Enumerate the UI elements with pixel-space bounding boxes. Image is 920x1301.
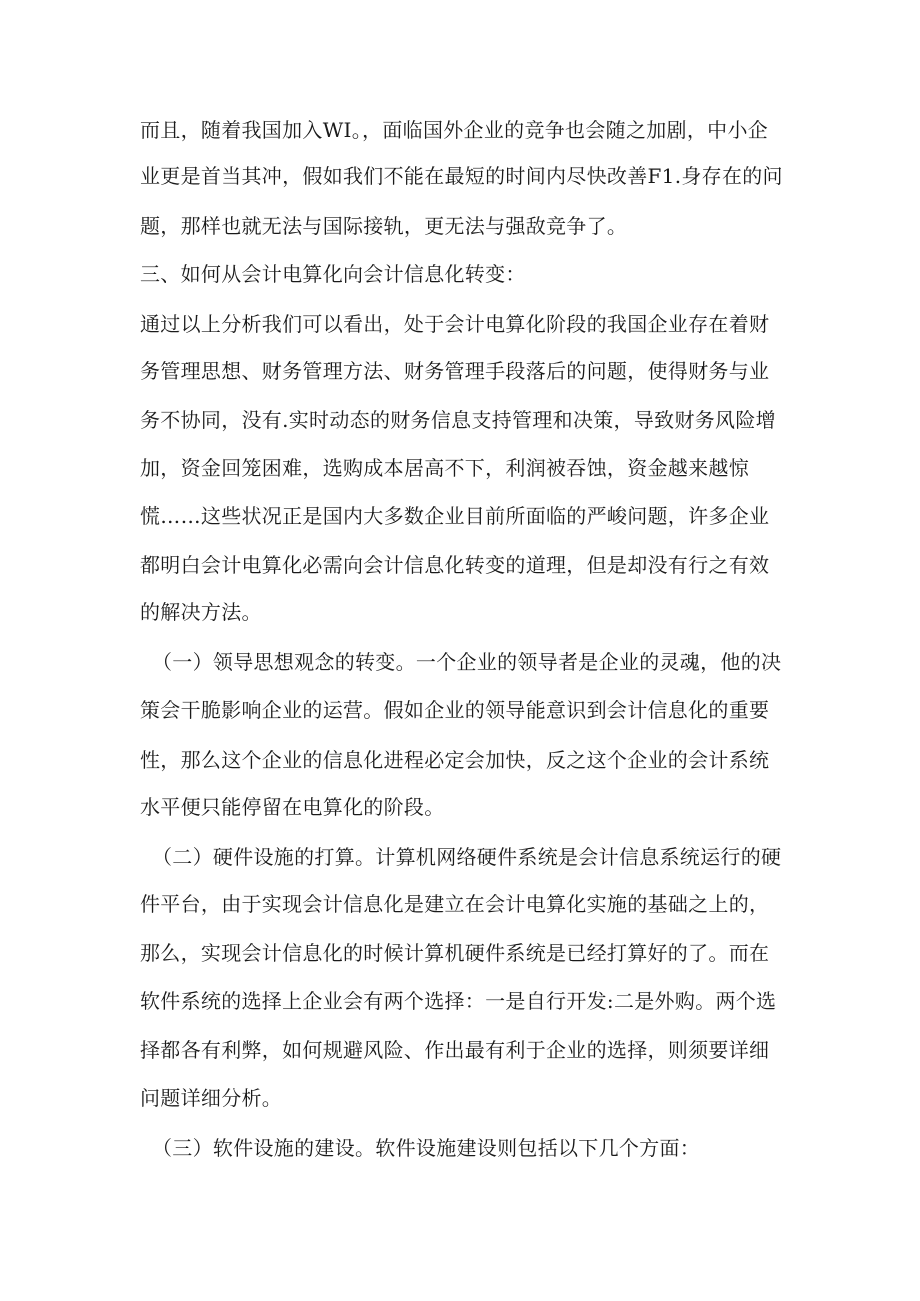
text-line-7: 务不协同，没有.实时动态的财务信息支持管理和决策，导致财务风险增 bbox=[140, 408, 776, 432]
text-line-19: 软件系统的选择上企业会有两个选择：一是自行开发:二是外购。两个选 bbox=[140, 989, 777, 1013]
text-line-3: 题，那样也就无法与国际接轨，更无法与强敌竞争了。 bbox=[140, 214, 628, 238]
subsection-three-start: （三）软件设施的建设。软件设施建设则包括以下几个方面： bbox=[152, 1136, 701, 1160]
section-heading-three: 三、如何从会计电算化向会计信息化转变： bbox=[140, 262, 526, 286]
text-line-17: 件平台，由于实现会计信息化是建立在会计电算化实施的基础之上的， bbox=[140, 892, 770, 916]
subsection-two-start: （二）硬件设施的打算。计算机网络硬件系统是会计信息系统运行的硬 bbox=[152, 845, 782, 869]
text-line-2: 业更是首当其冲，假如我们不能在最短的时间内尽快改善F1.身存在的问 bbox=[140, 164, 783, 188]
text-line-10: 都明白会计电算化必需向会计信息化转变的道理，但是却没有行之有效 bbox=[140, 553, 770, 577]
text-line-8: 加，资金回笼困难，选购成本居高不下，利润被吞蚀，资金越来越惊 bbox=[140, 456, 749, 480]
text-line-1: 而且，随着我国加入WI。，面临国外企业的竞争也会随之加剧，中小企 bbox=[140, 118, 769, 142]
text-line-6: 务管理思想、财务管理方法、财务管理手段落后的问题，使得财务与业 bbox=[140, 359, 770, 383]
text-line-20: 择都各有利弊，如何规避风险、作出最有利于企业的选择，则须要详细 bbox=[140, 1038, 770, 1062]
text-line-5: 通过以上分析我们可以看出，处于会计电算化阶段的我国企业存在着财 bbox=[140, 312, 770, 336]
text-line-15: 水平便只能停留在电算化的阶段。 bbox=[140, 795, 445, 819]
text-line-14: 性，那么这个企业的信息化进程必定会加快，反之这个企业的会计系统 bbox=[140, 748, 770, 772]
text-line-13: 策会干脆影响企业的运营。假如企业的领导能意识到会计信息化的重要 bbox=[140, 698, 770, 722]
text-line-21: 问题详细分析。 bbox=[140, 1086, 283, 1110]
text-line-11: 的解决方法。 bbox=[140, 600, 262, 624]
text-line-18: 那么，实现会计信息化的时候计算机硬件系统是已经打算好的了。而在 bbox=[140, 941, 770, 965]
text-line-9: 慌……这些状况正是国内大多数企业目前所面临的严峻问题，许多企业 bbox=[140, 504, 770, 528]
subsection-one-start: （一）领导思想观念的转变。一个企业的领导者是企业的灵魂，他的决 bbox=[152, 650, 782, 674]
